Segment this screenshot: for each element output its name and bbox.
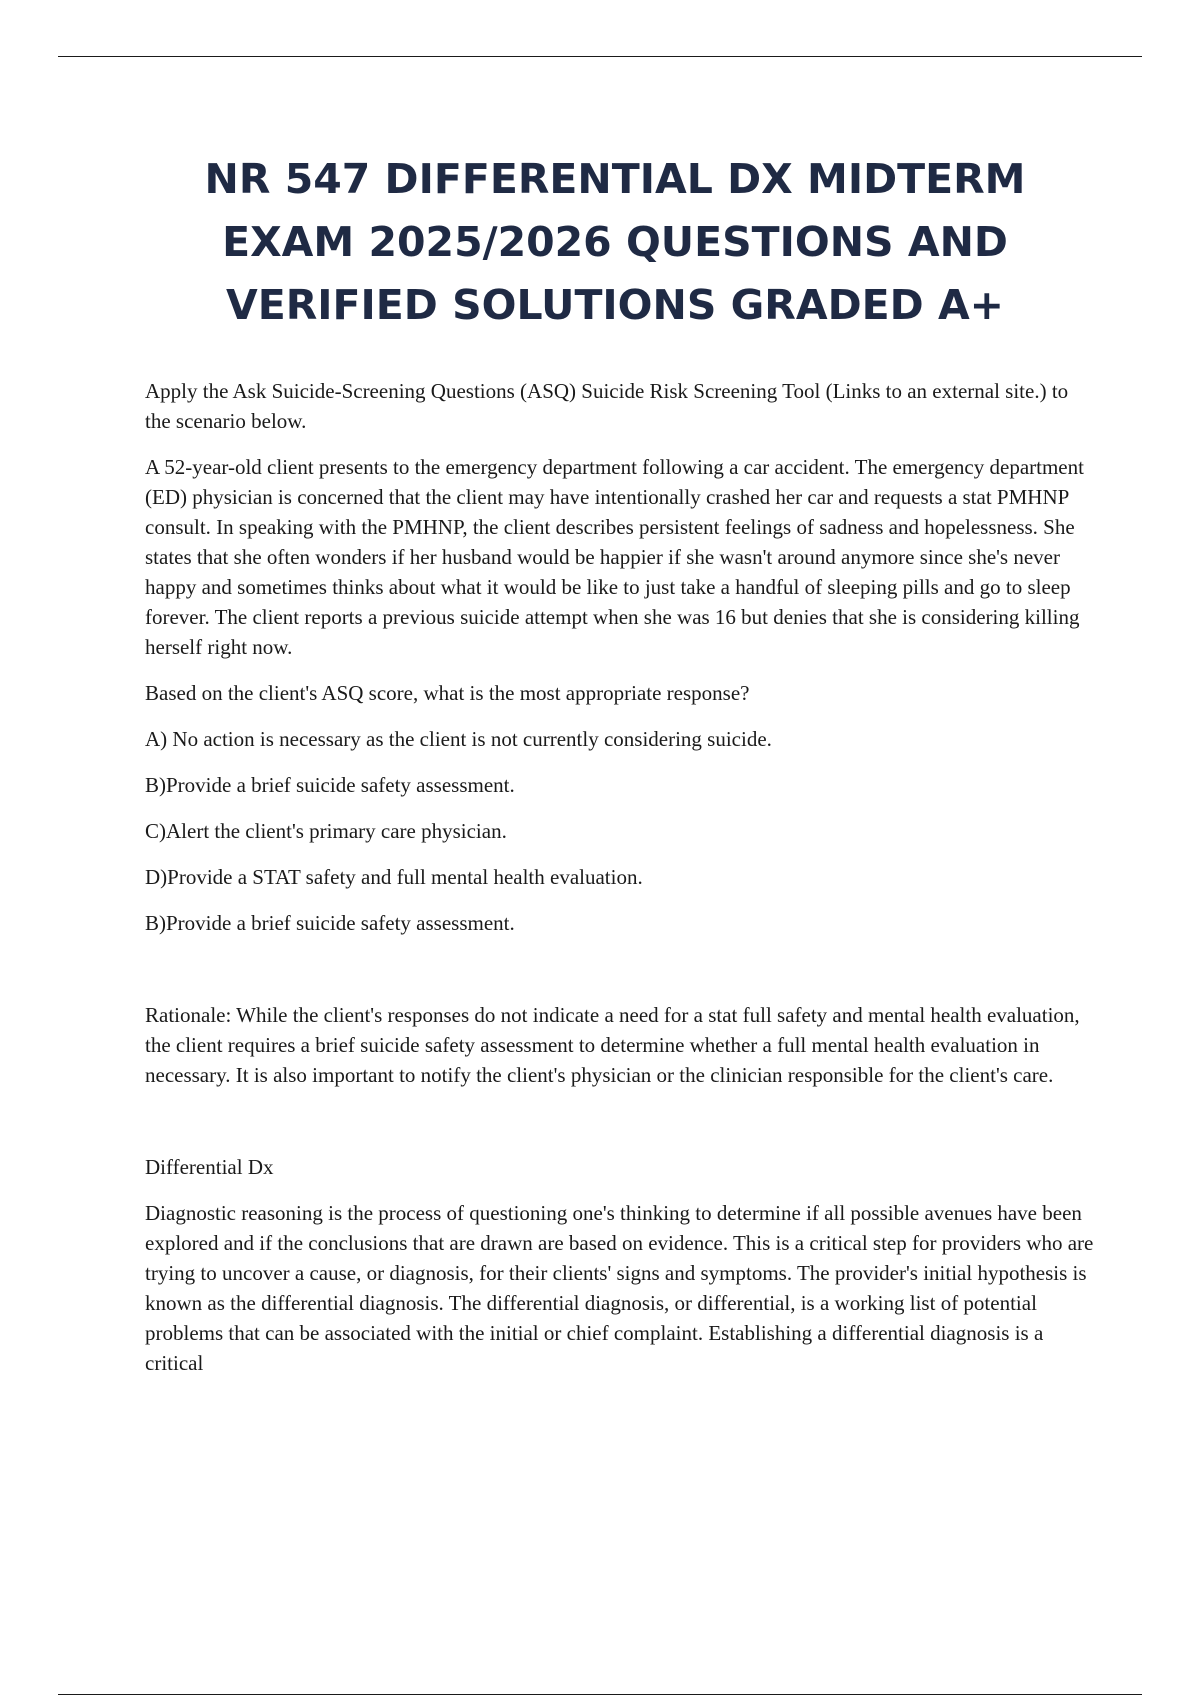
option-d: D)Provide a STAT safety and full mental health evaluation.: [145, 865, 643, 889]
option-b: B)Provide a brief suicide safety assessment.: [145, 773, 515, 797]
option-a: A) No action is necessary as the client is not currently considering suicide.: [145, 727, 772, 751]
rationale-paragraph: Rationale: While the client's responses do not indicate a need for a stat full safety and mental health evaluation, the client requires a brief suicide safety assessment to determine whether a full mental health evaluation in necessary. It is also important to notify the client's physician or the clinician responsible for the client's care.: [145, 1003, 1080, 1087]
scenario-paragraph: A 52-year-old client presents to the emergency department following a car accident. The emergency department (ED) physician is concerned that the client may have intentionally crashed her car and requests a stat PMHNP consult. In speaking with the PMHNP, the client describes persistent feelings of sadness and hopelessness. She states that she often wonders if her husband would be happier if she wasn't around anymore since she's never happy and sometimes thinks about what it would be like to just take a handful of sleeping pills and go to sleep forever. The client reports a previous suicide attempt when she was 16 but denies that she is considering killing herself right now.: [145, 455, 1084, 659]
answer-text: B)Provide a brief suicide safety assessment.: [145, 911, 515, 935]
document-title: NR 547 DIFFERENTIAL DX MIDTERM EXAM 2025/2026 QUESTIONS AND VERIFIED SOLUTIONS GRADED A+: [204, 155, 1026, 329]
bottom-rule: [58, 1694, 1142, 1695]
instruction-paragraph: Apply the Ask Suicide-Screening Questions (ASQ) Suicide Risk Screening Tool (Links to an external site.) to the scenario below.: [145, 379, 1069, 433]
option-c: C)Alert the client's primary care physician.: [145, 819, 507, 843]
section-paragraph: Diagnostic reasoning is the process of questioning one's thinking to determine if all possible avenues have been explored and if the conclusions that are drawn are based on evidence. This is a critical step for providers who are trying to uncover a cause, or diagnosis, for their clients' signs and symptoms. The provider's initial hypothesis is known as the differential diagnosis. The differential diagnosis, or differential, is a working list of potential problems that can be associated with the initial or chief complaint. Establishing a differential diagnosis is a critical: [145, 1201, 1094, 1375]
document-body: [145, 376, 1095, 1394]
question-text: Based on the client's ASQ score, what is the most appropriate response?: [145, 681, 750, 705]
top-rule: [58, 56, 1142, 57]
section-heading: Differential Dx: [145, 1155, 274, 1179]
